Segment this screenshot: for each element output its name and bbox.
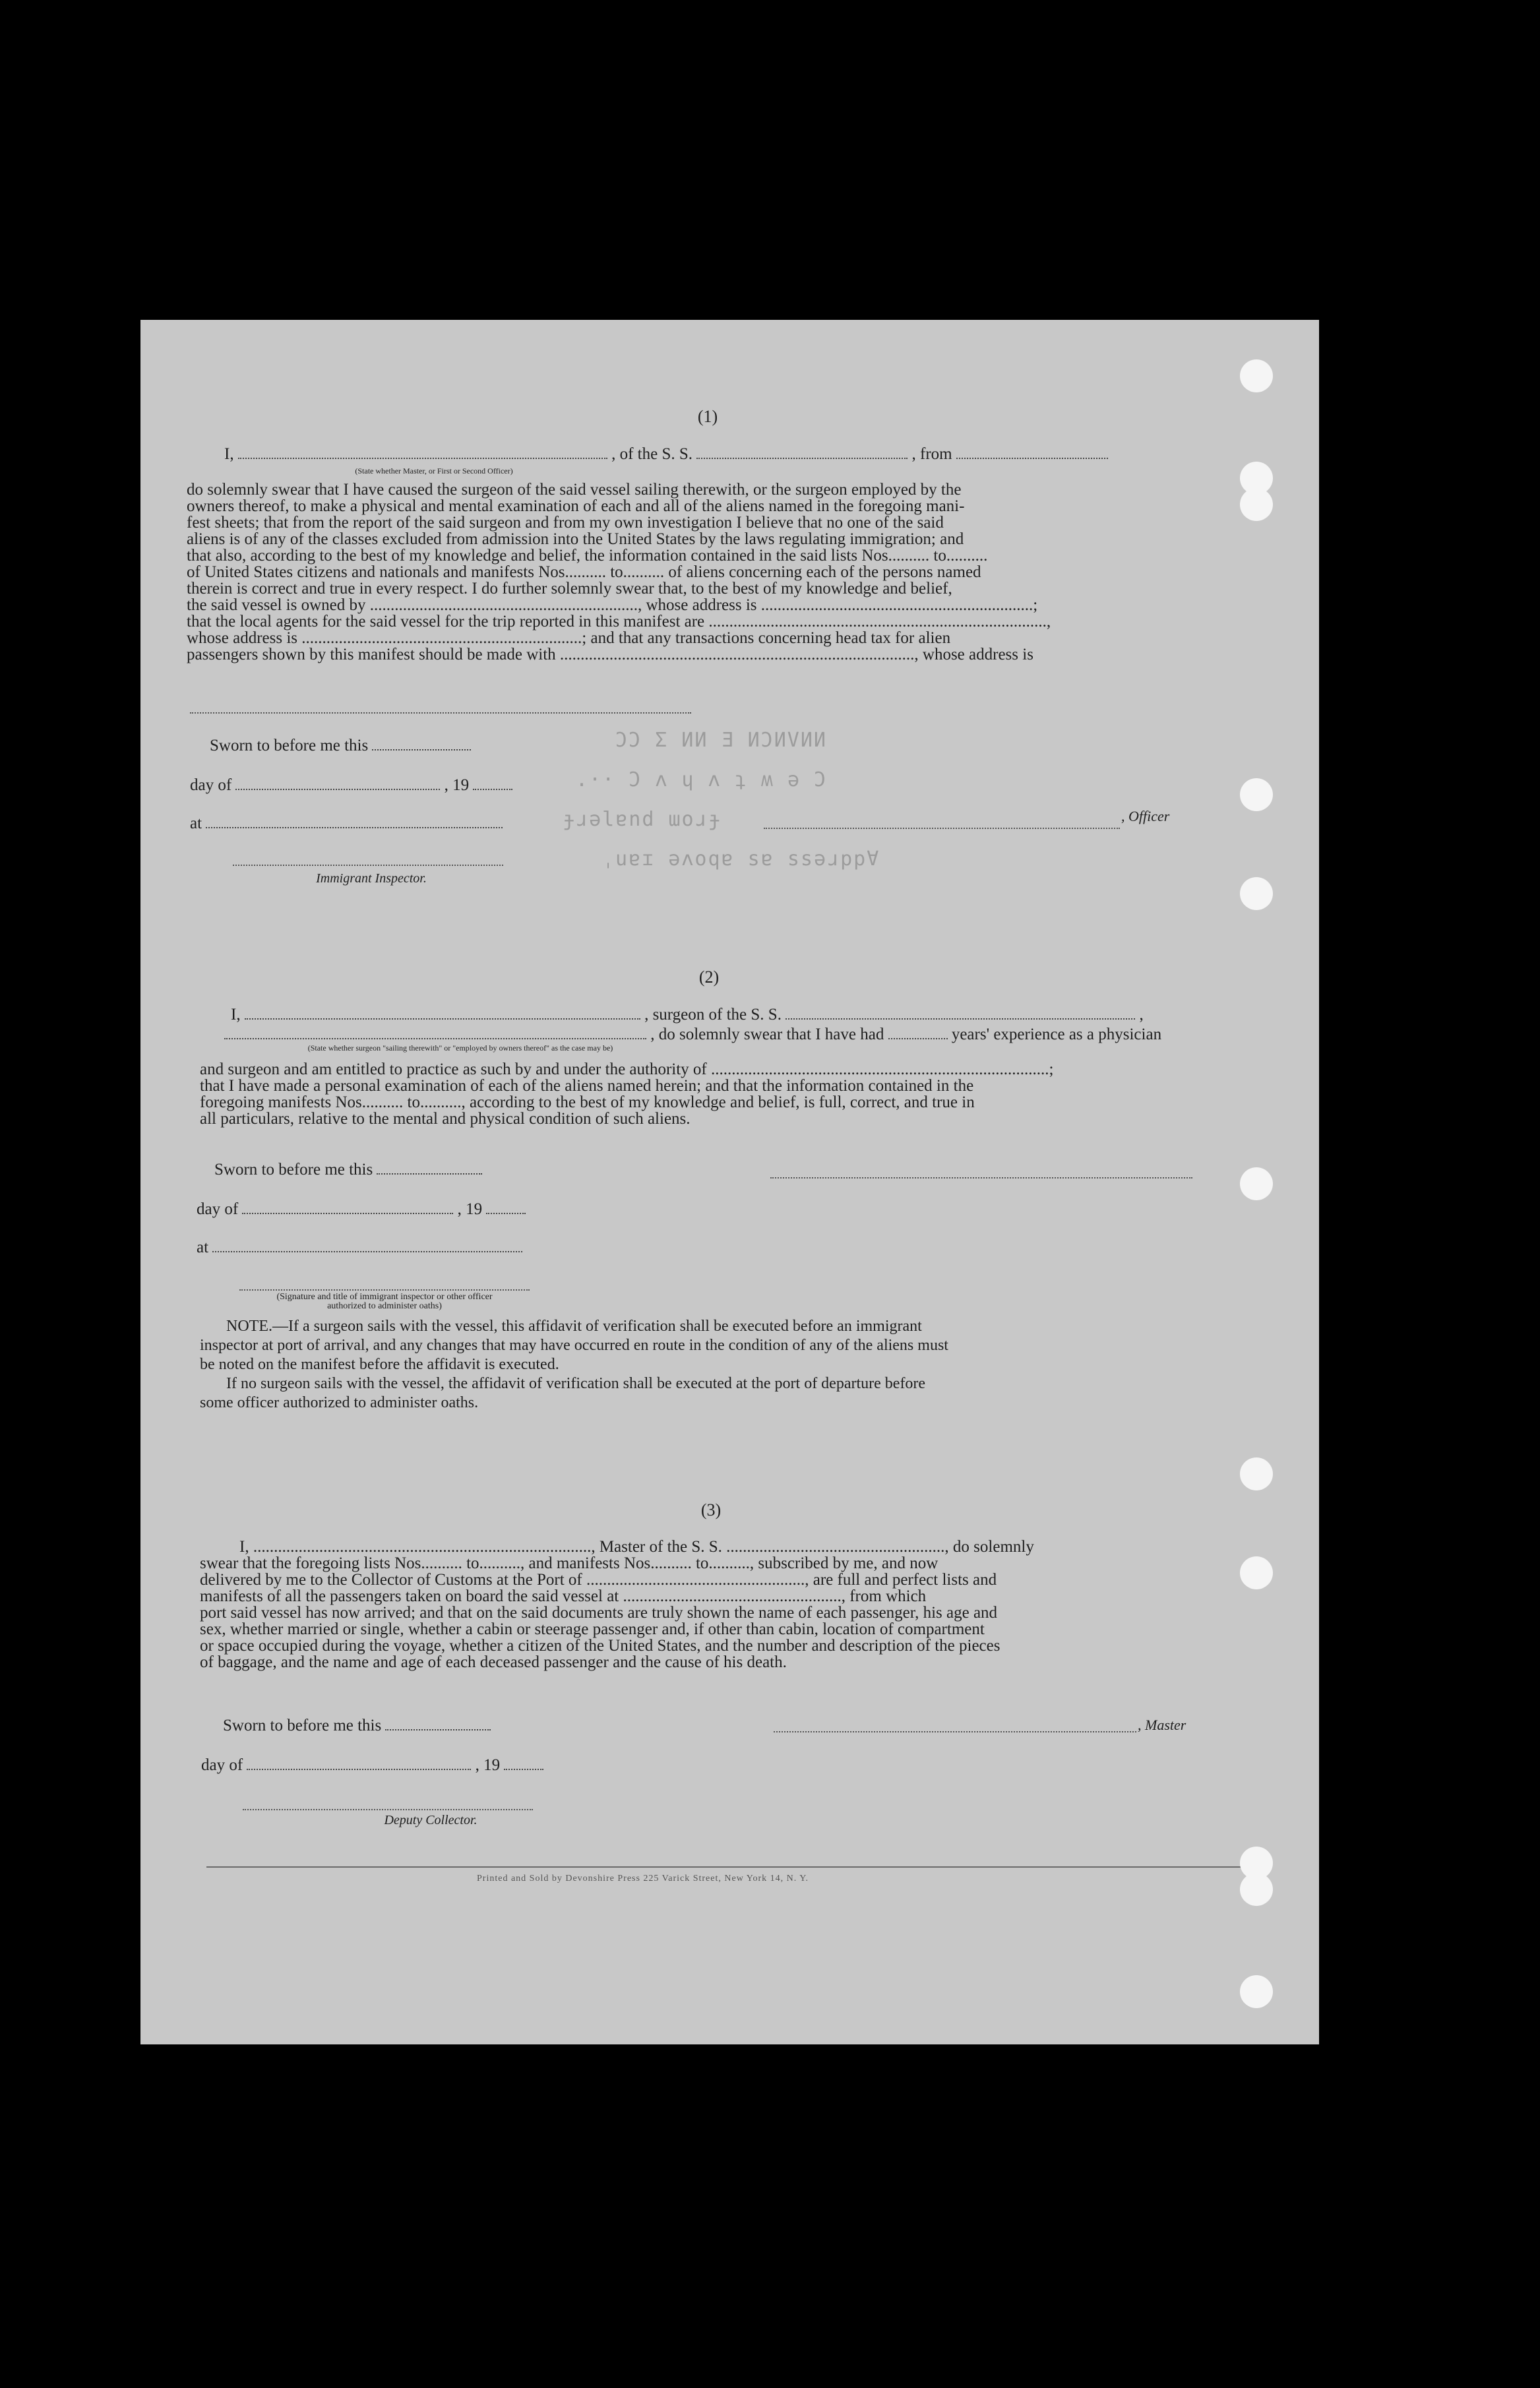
oath-line: of baggage, and the name and age of each deceased passenger and the cause of his death. <box>200 1653 787 1671</box>
at-line <box>197 1239 522 1257</box>
officer-caption: , Officer <box>1121 808 1170 824</box>
collector-signature-line[interactable] <box>243 1809 533 1810</box>
oath-line: whose address is ....................................................................; and that any transactions concerning head tax for alien <box>187 629 951 647</box>
inspector-signature-line[interactable] <box>239 1289 530 1291</box>
text: day of <box>201 1756 243 1774</box>
oath-line: that the local agents for the said vessel for the trip reported in this manifest are .................................................................................., <box>187 613 1051 630</box>
bleed-through-text: .·· Ɔ ʌ ɥ ʌ ʇ ʍ ǝ Ɔ <box>576 768 828 791</box>
year-field[interactable] <box>504 1766 543 1770</box>
at-line <box>190 814 503 833</box>
text: , <box>1139 1006 1144 1024</box>
punch-hole-icon <box>1240 778 1273 811</box>
sworn-line <box>214 1161 482 1179</box>
oath-line: sex, whether married or single, whether a cabin or steerage passenger and, if other than cabin, location of compartment <box>200 1620 985 1638</box>
note-text <box>200 1317 1248 1413</box>
punch-hole-icon <box>1240 1975 1273 2008</box>
section-number: (3) <box>700 1500 722 1519</box>
oath-line: delivered by me to the Collector of Customs at the Port of ....................................................., are full and perfect lists and <box>200 1571 997 1589</box>
oath-line: that I have made a personal examination of each of the aliens named herein; and that the information contained in the <box>200 1077 974 1095</box>
punch-hole-icon <box>1240 877 1273 910</box>
oath-line: of United States citizens and nationals and manifests Nos.......... to.......... of aliens concerning each of the persons named <box>187 563 981 581</box>
vessel-name-field[interactable] <box>696 455 908 459</box>
text: , 19 <box>475 1756 501 1774</box>
manifest-verification-form <box>140 320 1319 2044</box>
from-port-field[interactable] <box>956 455 1108 459</box>
text: , from <box>911 445 952 463</box>
note-line: inspector at port of arrival, and any changes that may have occurred en route in the condition of any of the aliens must <box>200 1337 948 1354</box>
text: , 19 <box>457 1200 483 1218</box>
surgeon-signature-line[interactable] <box>770 1177 1192 1179</box>
oath-line: port said vessel has now arrived; and that on the said documents are truly shown the name of each passenger, his age and <box>200 1604 998 1622</box>
field-sublabel: (State whether Master, or First or Second Officer) <box>355 466 513 475</box>
note-line: be noted on the manifest before the affidavit is executed. <box>200 1356 559 1373</box>
vessel-name-field[interactable] <box>785 1016 1135 1020</box>
years-field[interactable] <box>888 1035 948 1039</box>
sworn-date-field[interactable] <box>377 1171 482 1175</box>
section1-oath-text <box>187 481 1235 663</box>
oath-line: all particulars, relative to the mental and physical condition of such aliens. <box>200 1110 691 1128</box>
text: Sworn to before me this <box>210 737 369 754</box>
master-name-field[interactable] <box>238 455 607 459</box>
address-line <box>190 712 691 714</box>
text: at <box>190 814 202 832</box>
inspector-signature-line[interactable] <box>233 865 503 866</box>
day-line <box>201 1756 543 1775</box>
oath-line: passengers shown by this manifest should be made with ......................................................................................, whose address is <box>187 646 1033 663</box>
text: , do solemnly swear that I have had <box>650 1026 884 1043</box>
section2-oath-text <box>200 1061 1248 1127</box>
punch-hole-icon <box>1240 359 1273 392</box>
punch-hole-icon <box>1240 1556 1273 1589</box>
oath-line: aliens is of any of the classes excluded from admission into the United States by the laws regulating immigration; and <box>187 530 964 548</box>
text: Sworn to before me this <box>214 1161 373 1179</box>
master-signature-line[interactable] <box>774 1731 1136 1732</box>
oath-line: I, .................................................................................., Master of the S. S. ....................................................., do solemnly <box>239 1538 1034 1556</box>
text: Sworn to before me this <box>223 1717 382 1734</box>
punch-hole-icon <box>1240 1457 1273 1490</box>
text: years' experience as a physician <box>951 1026 1162 1043</box>
inspector-caption: Immigrant Inspector. <box>316 871 427 886</box>
note-line: some officer authorized to administer oaths. <box>200 1394 479 1411</box>
sworn-line <box>210 737 471 755</box>
oath-line: owners thereof, to make a physical and mental examination of each and all of the aliens named in the foregoing mani- <box>187 497 965 515</box>
punch-hole-icon <box>1240 1167 1273 1200</box>
at-field[interactable] <box>206 824 503 828</box>
text: , of the S. S. <box>611 445 693 463</box>
sworn-date-field[interactable] <box>372 747 471 750</box>
text: I, <box>231 1006 241 1024</box>
sworn-date-field[interactable] <box>385 1727 491 1730</box>
officer-signature-line[interactable] <box>764 828 1120 829</box>
section2-line2 <box>224 1026 1161 1044</box>
section3-oath-text <box>200 1539 1255 1670</box>
footer-rule <box>206 1866 1255 1868</box>
oath-line: swear that the foregoing lists Nos.......... to.........., and manifests Nos.......... to.........., subscribed by me, and now <box>200 1554 939 1572</box>
day-line <box>197 1200 526 1219</box>
signature-caption: (Signature and title of immigrant inspector or other officer authorized to administer oaths) <box>276 1292 493 1311</box>
punch-hole-icon <box>1240 488 1273 521</box>
master-caption: , Master <box>1138 1717 1186 1733</box>
surgeon-name-field[interactable] <box>245 1016 640 1020</box>
text: I, <box>224 445 234 463</box>
text: , 19 <box>444 776 470 794</box>
oath-line: foregoing manifests Nos.......... to.........., according to the best of my knowledge and belief, is full, correct, and true in <box>200 1093 975 1111</box>
oath-line: and surgeon and am entitled to practice as such by and under the authority of ..................................................................................; <box>200 1060 1054 1078</box>
oath-line: or space occupied during the voyage, whether a citizen of the United States, and the number and description of the pieces <box>200 1637 1001 1655</box>
oath-line: manifests of all the passengers taken on board the said vessel at ....................................................., from which <box>200 1587 927 1605</box>
surgeon-status-field[interactable] <box>224 1035 646 1039</box>
note-line: NOTE.—If a surgeon sails with the vessel, this affidavit of verification shall be executed before an immigrant <box>226 1318 922 1335</box>
day-field[interactable] <box>242 1210 453 1214</box>
year-field[interactable] <box>473 786 512 790</box>
bleed-through-text: ˌuɐɪ ǝʌoqɐ sɐ ssǝɹppⱯ <box>602 847 880 871</box>
printer-footer: Printed and Sold by Devonshire Press 225 Varick Street, New York 14, N. Y. <box>477 1874 809 1883</box>
punch-hole-icon <box>1240 1873 1273 1906</box>
section-number: (2) <box>698 967 720 987</box>
day-line <box>190 776 512 795</box>
oath-line: fest sheets; that from the report of the said surgeon and from my own investigation I believe that no one of the said <box>187 514 944 532</box>
field-sublabel: (State whether surgeon "sailing therewith" or "employed by owners thereof" as the case may be) <box>307 1043 613 1053</box>
section2-line1 <box>231 1006 1144 1024</box>
text: at <box>197 1239 209 1256</box>
text: day of <box>197 1200 239 1218</box>
oath-line: that also, according to the best of my knowledge and belief, the information contained in the said lists Nos.......... to.......... <box>187 547 988 565</box>
collector-caption: Deputy Collector. <box>384 1813 477 1827</box>
oath-line: therein is correct and true in every respect. I do further solemnly swear that, to the best of my knowledge and belief, <box>187 580 952 597</box>
sworn-line <box>223 1717 491 1735</box>
day-field[interactable] <box>235 786 440 790</box>
bleed-through-text: ɟɹǝlɐnd ɯoɹɟ <box>563 808 722 831</box>
section1-line1 <box>224 445 1108 464</box>
oath-line: do solemnly swear that I have caused the surgeon of the said vessel sailing therewith, or the surgeon employed by the <box>187 481 962 499</box>
text: , surgeon of the S. S. <box>644 1006 782 1024</box>
year-field[interactable] <box>486 1210 526 1214</box>
note-line: If no surgeon sails with the vessel, the affidavit of verification shall be executed at the port of departure before <box>226 1375 926 1392</box>
at-field[interactable] <box>212 1248 522 1252</box>
bleed-through-text: ƆƆ Ʃ ИИ Ǝ ИƆИVИИ <box>615 729 827 752</box>
day-field[interactable] <box>247 1766 471 1770</box>
oath-line: the said vessel is owned by ................................................................., whose address is ..................................................................; <box>187 596 1038 614</box>
text: day of <box>190 776 232 794</box>
section-number: (1) <box>697 407 718 426</box>
